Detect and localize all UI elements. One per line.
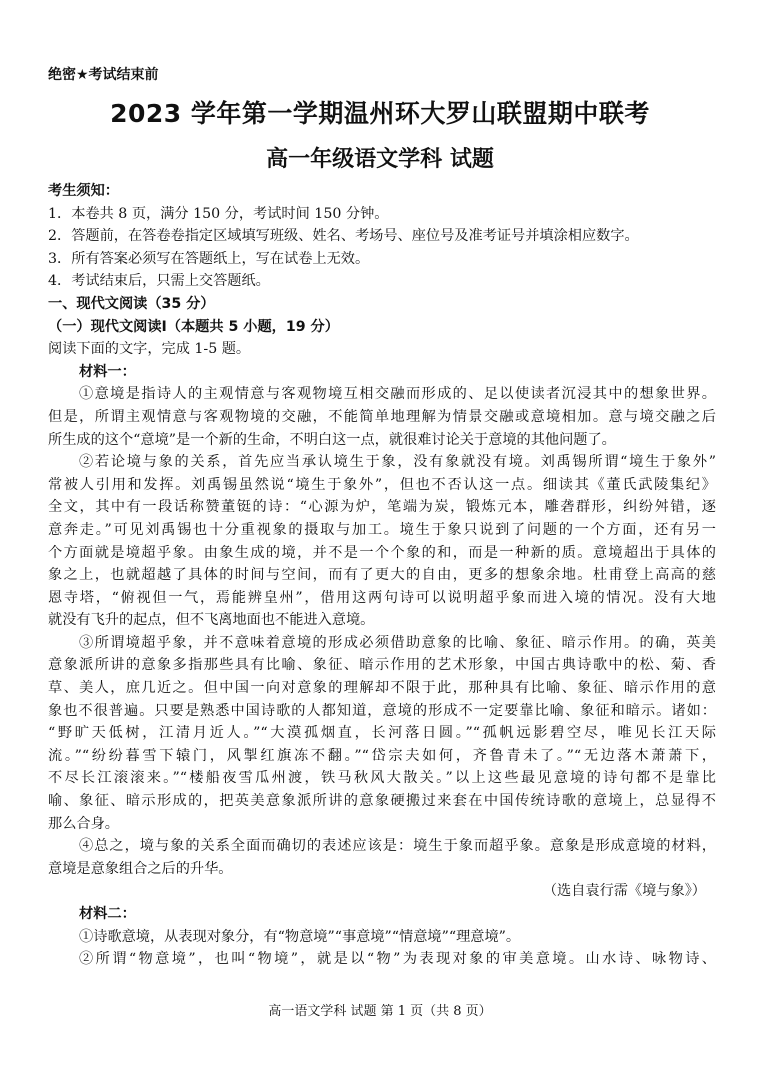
text-line: ②若论境与象的关系，首先应当承认境生于象，没有象就没有境。刘禹锡所谓“境生于象外” [79, 454, 716, 471]
text-line: 意象派所讲的意象多指那些具有比喻、象征、暗示作用的艺术形象，中国古典诗歌中的松、菊、香 [48, 657, 716, 674]
page-footer: 高一语文学科 试题 第 1 页（共 8 页） [268, 1004, 492, 1019]
subsection-heading: （一）现代文阅读Ⅰ（本题共 5 小题，19 分） [48, 318, 339, 335]
material-two-text [48, 926, 716, 971]
text-line: 全文，其中有一段话称赞董铤的诗：“心源为炉，笔端为炭，锻炼元本，雕砻群形，纠纷舛错，逐 [48, 499, 716, 516]
section-heading: 一、现代文阅读（35 分） [48, 295, 215, 312]
text-line: 那么合身。 [48, 815, 119, 832]
text-line: ④总之，境与象的关系全面而确切的表述应该是：境生于象而超乎象。意象是形成意境的材料， [79, 838, 716, 855]
material-one-text [48, 383, 716, 880]
text-line: 意奔走。”可见刘禹锡也十分重视象的摄取与加工。境生于象只说到了问题的一个方面，还有另一 [48, 521, 716, 538]
text-line: 所生成的这个“意境”是一个新的生命，不明白这一点，就很难讨论关于意境的其他问题了。 [48, 431, 616, 448]
text-line: 但是，所谓主观情意与客观物境的交融，不能简单地理解为情景交融或意境相加。意与境交融之后 [48, 408, 716, 425]
notice-item: 4．考试结束后，只需上交答题纸。 [48, 273, 270, 290]
material-one-source: （选自袁行霈《境与象》） [542, 883, 706, 900]
text-line: ③所谓境超乎象，并不意味着意境的形成必须借助意象的比喻、象征、暗示作用。的确，英美 [79, 634, 716, 651]
notice-item: 2．答题前，在答卷卷指定区域填写班级、姓名、考场号、座位号及准考证号并填涂相应数字。 [48, 228, 639, 245]
text-line: ①诗歌意境，从表现对象分，有“物意境”“事意境”“情意境”“理意境”。 [79, 928, 521, 945]
exam-body [48, 180, 716, 971]
text-line: 常被人引用和发挥。刘禹锡虽然说“境生于象外”，但也不否认这一点。细读其《董氏武陵集纪》 [48, 476, 716, 493]
text-line: 草、美人，庶几近之。但中国一向对意象的理解却不限于此，那种具有比喻、象征、暗示作用的意 [48, 680, 716, 697]
reading-instruction: 阅读下面的文字，完成 1-5 题。 [48, 341, 251, 358]
text-line: “野旷天低树，江清月近人。”“大漠孤烟直，长河落日圆。”“孤帆远影碧空尽，唯见长江天际 [48, 725, 716, 742]
notice-item: 3．所有答案必须写在答题纸上，写在试卷上无效。 [48, 250, 370, 267]
text-line: 流。”“纷纷暮雪下辕门，风掣红旗冻不翻。”“岱宗夫如何，齐鲁青未了。”“无边落木萧萧下， [48, 747, 716, 764]
confidential-label: 绝密★考试结束前 [48, 67, 159, 83]
text-line: 个方面就是境超乎象。由象生成的境，并不是一个个象的和，而是一种新的质。意境超出于具体的 [48, 544, 716, 561]
notice-item: 1．本卷共 8 页，满分 150 分，考试时间 150 分钟。 [48, 205, 389, 222]
text-line: 象之上，也就超越了具体的时间与空间，而有了更大的自由，更多的想象余地。杜甫登上高高的慈 [48, 567, 716, 584]
material-two-label: 材料二： [79, 906, 136, 922]
text-line: 不尽长江滚滚来。”“楼船夜雪瓜州渡，铁马秋风大散关。”以上这些最见意境的诗句都不是靠比 [48, 770, 716, 787]
exam-subtitle: 高一年级语文学科 试题 [266, 147, 494, 172]
text-line: 恩寺塔，“俯视但一气，焉能辨皇州”，借用这两句诗可以说明超乎象而进入境的情况。没有大地 [48, 589, 716, 606]
notice-heading: 考生须知： [48, 183, 119, 199]
text-line: ①意境是指诗人的主观情意与客观物境互相交融而形成的、足以使读者沉浸其中的想象世界。 [79, 386, 716, 403]
text-line: 喻、象征、暗示形成的，把英美意象派所讲的意象硬搬过来套在中国传统诗歌的意境上，总显得不 [48, 793, 716, 810]
material-one-label: 材料一： [79, 363, 136, 380]
text-line: ②所谓“物意境”，也叫“物境”，就是以“物”为表现对象的审美意境。山水诗、咏物诗、 [79, 951, 716, 968]
exam-title: 2023 学年第一学期温州环大罗山联盟期中联考 [110, 99, 650, 128]
text-line: 意境是意象组合之后的升华。 [48, 860, 233, 877]
text-line: 就没有飞升的起点，但不飞离地面也不能进入意境。 [48, 612, 375, 629]
text-line: 象也不很普遍。只要是熟悉中国诗歌的人都知道，意境的形成不一定要靠比喻、象征和暗示。诸如： [48, 702, 716, 719]
